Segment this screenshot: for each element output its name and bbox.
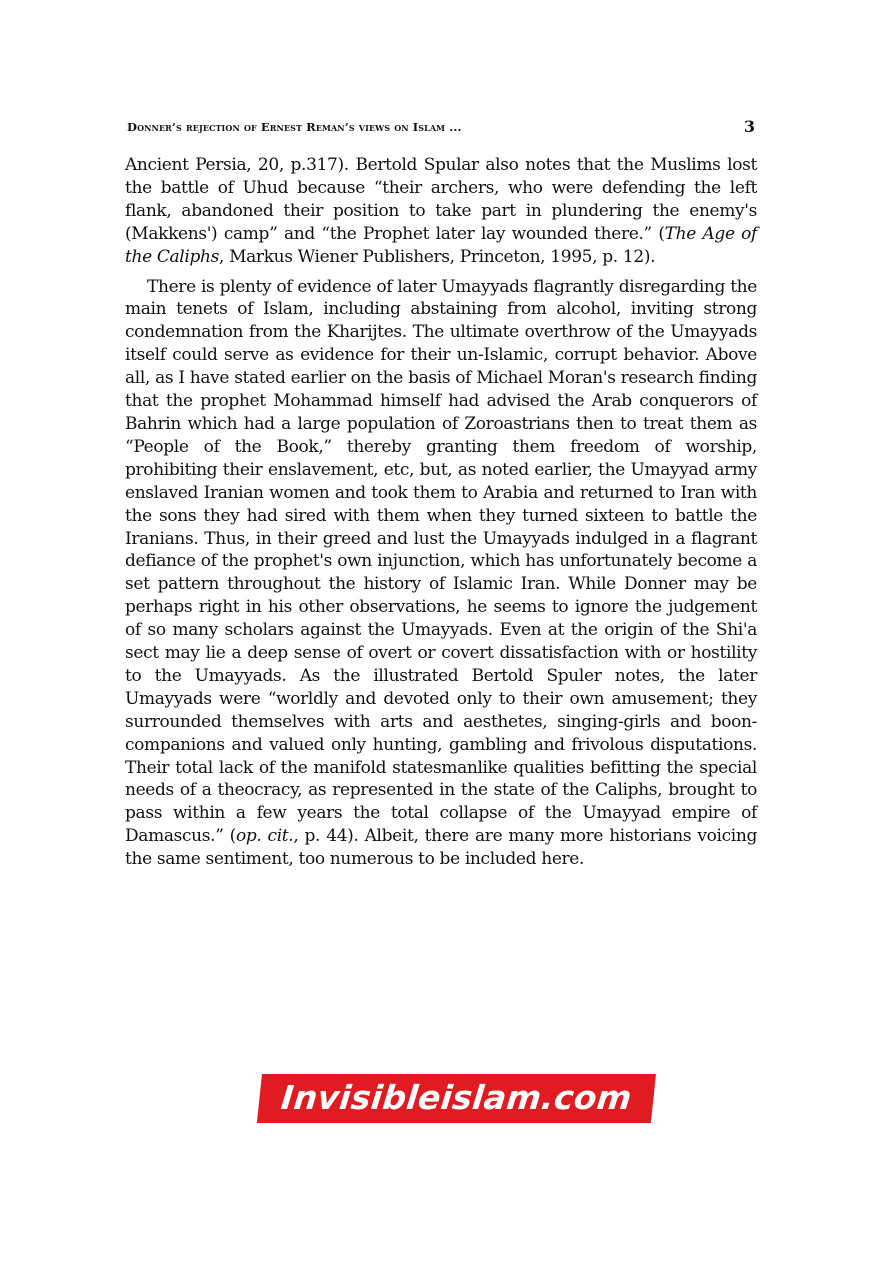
text-run: There is plenty of evidence of later Umayyads flagrantly disregarding the main tenets of Islam, including abstaining from alcohol, inviting strong condemnation from the Kharijtes. The ultimate overthrow of the Umayyads itself could serve as evidence for their un-Islamic, corrupt behavior. Above all, as I have stated earlier on the basis of Michael Moran's research finding that the prophet Mohammad himself had advised the Arab conquerors of Bahrin which had a large population of Zoroastrians then to treat them as “People of the Book,” thereby granting them freedom of worship, prohibiting their enslavement, etc, but, as noted earlier, the Umayyad army enslaved Iranian women and took them to Arabia and returned to Iran with the sons they had sired with them when they turned sixteen to battle the Iranians. Thus, in their greed and lust the Umayyads indulged in a flagrant defiance of the prophet's own injunction, which has unfortunately become a set pattern throughout the history of Islamic Iran. While Donner may be perhaps right in his other observations, he seems to ignore the judgement of so many scholars against the Umayyads. Even at the origin of the Shi'a sect may lie a deep sense of overt or covert dissatisfaction with or hostility to the Umayyads. As the illustrated Bertold Spuler notes, the later Umayyads were “worldly and devoted only to their own amusement; they surrounded themselves with arts and aesthetes, singing-girls and boon-companions and valued only hunting, gambling and frivolous disputations. Their total lack of the manifold statesmanlike qualities befitting the special needs of a theocracy, as represented in the state of the Caliphs, brought to pass within a few years the total collapse of the Umayyad empire of Damascus.” ( — [125, 276, 757, 847]
page-number: 3 — [743, 117, 755, 136]
book-title: The Age of the Caliphs — [125, 223, 757, 267]
paragraph-1 — [125, 154, 757, 269]
body-text — [125, 154, 757, 871]
running-head — [127, 117, 755, 139]
citation-abbrev: op. cit. — [235, 826, 294, 847]
watermark-logo — [257, 1074, 656, 1123]
paragraph-2 — [125, 276, 757, 872]
watermark-text: Invisibleislam.com — [279, 1078, 634, 1117]
text-run: , p. 44). Albeit, there are many more historians voicing the same sentiment, too numerous to be included here. — [125, 826, 757, 870]
text-run: Ancient Persia, 20, p.317). Bertold Spular also notes that the Muslims lost the battle of Uhud because “their archers, who were defending the left flank, abandoned their position to take part in plundering the enemy's (Makkens') camp” and “the Prophet later lay wounded there.” ( — [125, 155, 757, 244]
running-title: Donner’s rejection of Ernest Reman’s views on Islam ... — [127, 120, 462, 134]
text-run: , Markus Wiener Publishers, Princeton, 1995, p. 12). — [218, 246, 656, 267]
